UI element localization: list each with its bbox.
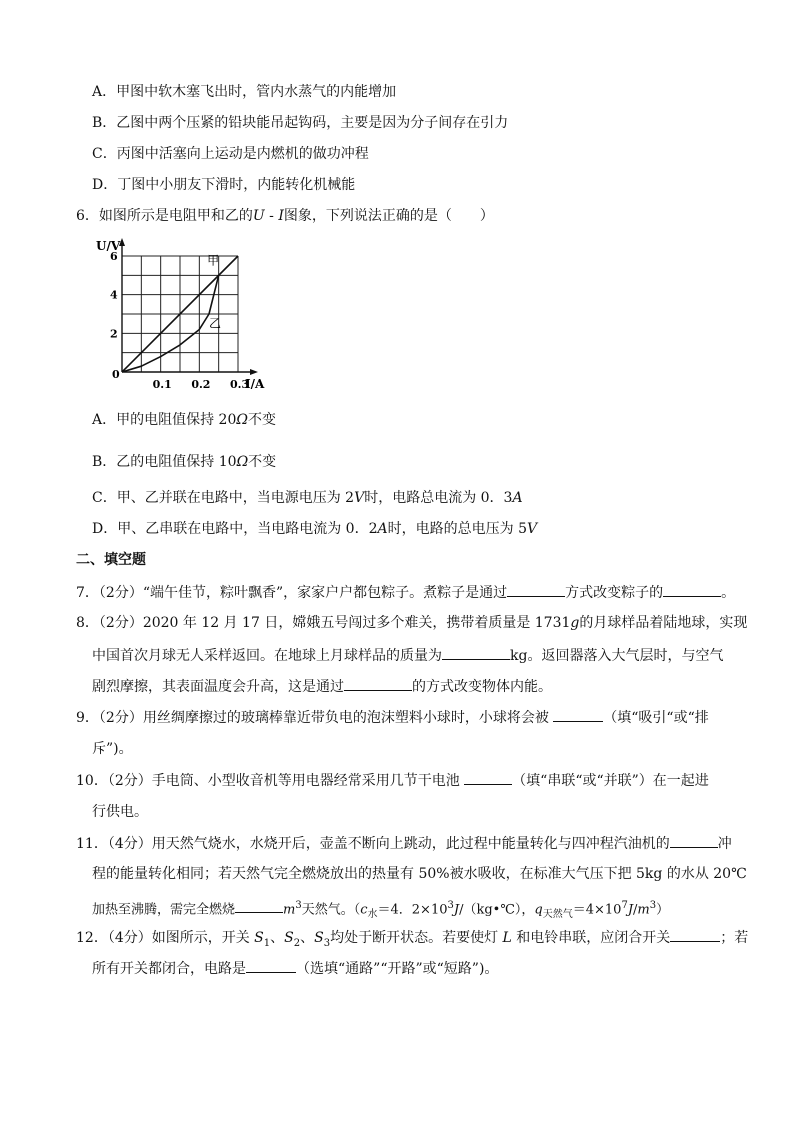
q6-option-c: C．甲、乙并联在电路中，当电源电压为 2V时，电路总电流为 0．3A	[92, 490, 523, 506]
q9-line-1: 9．（2分）用丝绸摩擦过的玻璃棒靠近带负电的泡沫塑料小球时，小球将会被 （填“吸引“或“排	[76, 707, 709, 728]
y-tick-label: 2	[110, 327, 118, 341]
x-axis-arrow	[250, 369, 258, 375]
x-axis-label: I/A	[245, 377, 265, 391]
ui-chart	[92, 236, 282, 396]
q7-blank-2[interactable]	[663, 582, 721, 597]
q6-option-b: B．乙的电阻值保持 10Ω不变	[92, 454, 277, 470]
q8-blank-1[interactable]	[442, 645, 510, 660]
q8-line-1: 8．（2分）2020 年 12 月 17 日，嫦娥五号闯过多个难关，携带着质量是 1731g的月球样品着陆地球，实现	[76, 615, 748, 631]
q5-option-b: B．乙图中两个压紧的铅块能吊起钩码，主要是因为分子间存在引力	[92, 115, 509, 131]
x-tick-label: 0.3	[230, 378, 250, 391]
q10-line-1: 10．（2分）手电筒、小型收音机等用电器经常采用几节干电池 （填“串联“或“并联”）在一起进	[76, 770, 709, 791]
q9-line-2: 斥”)。	[92, 741, 133, 757]
q12-line-2: 所有开关都闭合，电路是 （选填“通路”“开路”或“短路”)。	[92, 958, 498, 979]
q8-line-3: 剧烈摩擦，其表面温度会升高，这是通过 的方式改变物体内能。	[92, 676, 552, 697]
q10-line-2: 行供电。	[92, 804, 148, 820]
q7-blank-1[interactable]	[507, 582, 565, 597]
q11-blank-1[interactable]	[670, 833, 718, 848]
q5-option-d: D．丁图中小朋友下滑时，内能转化机械能	[92, 177, 356, 193]
y-tick-label: 4	[110, 288, 118, 302]
section-title: 二、填空题	[76, 552, 146, 568]
q11-blank-2[interactable]	[235, 898, 283, 913]
series-label-yi: 乙	[209, 316, 222, 331]
x-tick-label: 0.2	[191, 378, 211, 391]
q6-option-d: D．甲、乙串联在电路中，当电路电流为 0．2A时，电路的总电压为 5V	[92, 521, 538, 537]
q6-stem: 6．如图所示是电阻甲和乙的U - I图象，下列说法正确的是（ ）	[76, 208, 494, 224]
x-tick-label: 0.1	[152, 378, 172, 391]
q7-text: 7．（2分）“端午佳节，粽叶飘香”，家家户户都包粽子。煮粽子是通过 方式改变粽子的 。	[76, 582, 735, 603]
q8-line-2: 中国首次月球无人采样返回。在地球上月球样品的质量为 kg。返回器落入大气层时，与空气	[92, 645, 723, 666]
q11-line-3: 加热至沸腾，需完全燃烧 $m^3$天然气。（$c_水=4$．$2\times 10^3J/(kg•℃)$，$q_{天然气}=4\times 10^7J/m^3$）	[92, 900, 670, 920]
origin-label: 0	[112, 368, 120, 381]
series-label-jia: 甲	[207, 253, 220, 268]
q12-line-1: 12．（4分）如图所示，开关 $S_1$、$S_2$、$S_3$均处于断开状态。若要使灯 L 和电铃串联，应闭合开关 ；若	[76, 927, 748, 954]
q9-blank[interactable]	[553, 707, 603, 722]
q10-blank[interactable]	[464, 770, 512, 785]
q12-blank-2[interactable]	[246, 958, 296, 973]
q11-line-2: 程的能量转化相同；若天然气完全燃烧放出的热量有 50%被水吸收，在标准大气压下把 5kg 的水从 20℃	[92, 866, 747, 882]
q5-option-c: C．丙图中活塞向上运动是内燃机的做功冲程	[92, 146, 369, 162]
q11-line-1: 11．（4分）用天然气烧水，水烧开后，壶盖不断向上跳动，此过程中能量转化与四冲程汽油机的 冲	[76, 833, 732, 854]
q5-option-a: A．甲图中软木塞飞出时，管内水蒸气的内能增加	[92, 84, 397, 100]
y-axis-label: U/V	[96, 239, 121, 253]
q12-blank-1[interactable]	[670, 927, 720, 942]
q6-option-a: A．甲的电阻值保持 20Ω不变	[92, 412, 276, 428]
y-tick-label: 6	[110, 250, 118, 263]
q8-blank-2[interactable]	[344, 676, 412, 691]
